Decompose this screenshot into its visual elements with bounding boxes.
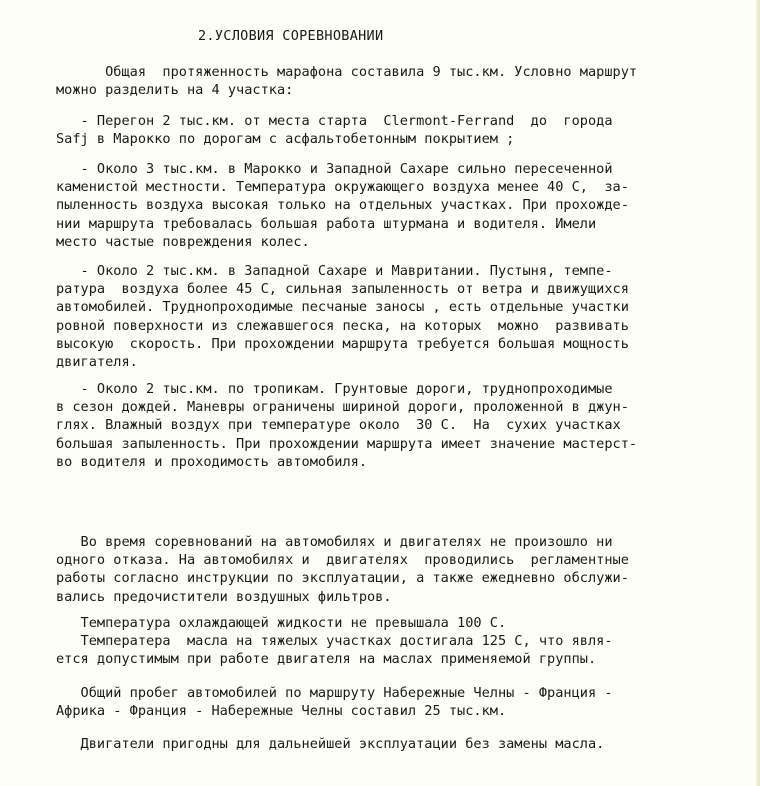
text-line: Общая протяженность марафона составила 9 тыс.км. Условно маршрут [56,64,638,80]
text-line: - Около 3 тыс.км. в Марокко и Западной Сахаре сильно пересеченной [56,161,613,177]
text-line: пыленность воздуха высокая только на отдельных участках. При прохожде- [56,197,629,214]
paragraph-temperatures [56,614,736,669]
text-line: можно разделить на 4 участка: [56,82,294,99]
text-line: - Около 2 тыс.км. по тропикам. Грунтовые дороги, труднопроходимые [56,381,613,397]
text-line: Safj в Марокко по дорогам с асфальтобетонным покрытием ; [56,131,515,148]
text-line: высокую скорость. При прохождении маршрута требуется большая мощность [56,335,629,352]
text-line: ратура воздуха более 45 С, сильная запыленность от ветра и движущихся [56,281,629,298]
paragraph-segment-1 [56,112,736,148]
text-line: каменистой местности. Температура окружающего воздуха менее 40 С, за- [56,179,629,196]
paragraph-no-failures [56,533,736,606]
text-line: место частые повреждения колес. [56,233,310,250]
text-line: одного отказа. На автомобилях и двигателях проводились регламентные [56,552,629,569]
text-line: - Около 2 тыс.км. в Западной Сахаре и Мавритании. Пустыня, темпе- [56,263,613,279]
text-line: Двигатели пригодны для дальнейшей эксплуатации без замены масла. [56,736,605,752]
text-line: большая запыленность. При прохождении маршрута имеет значение мастерст- [56,435,638,452]
paragraph-segment-3 [56,262,736,371]
text-line: ется допустимым при работе двигателя на маслах применяемой группы. [56,651,597,668]
text-line: - Перегон 2 тыс.км. от места старта Clermont-Ferrand до города [56,113,613,129]
text-line: Общий пробег автомобилей по маршруту Набережные Челны - Франция - [56,685,613,701]
section-title: 2.УСЛОВИЯ СОРЕВНОВАНИИ [198,28,384,44]
paragraph-segment-4 [56,380,736,471]
paragraph-segment-2 [56,160,736,251]
text-line: автомобилей. Труднопроходимые песчаные заносы , есть отдельные участки [56,299,629,316]
text-line: в сезон дождей. Маневры ограничены шириной дороги, проложенной в джун- [56,399,629,416]
text-line: Температера масла на тяжелых участках достигала 125 С, что явля- [56,633,613,650]
text-line: двигателя. [56,353,138,370]
paragraph-conclusion [56,735,736,753]
text-line: Африка - Франция - Набережные Челны составил 25 тыс.км. [56,703,507,720]
text-line: глях. Влажный воздух при температуре около 30 С. На сухих участках [56,417,621,434]
text-line: Температура охлаждающей жидкости не превышала 100 С. [56,615,507,631]
paragraph-total-mileage [56,684,736,720]
paragraph-intro [56,63,736,99]
text-line: во водителя и проходимость автомобиля. [56,453,367,470]
page-edge [756,0,760,786]
text-line: ровной поверхности из слежавшегося песка, на которых можно развивать [56,317,629,334]
text-line: Во время соревнований на автомобилях и двигателях не произошло ни [56,534,613,550]
text-line: нии маршрута требовалась большая работа штурмана и водителя. Имели [56,215,597,232]
text-line: вались предочистители воздушных фильтров. [56,588,392,605]
text-line: работы согласно инструкции по эксплуатации, а также ежедневно обслужи- [56,570,629,587]
